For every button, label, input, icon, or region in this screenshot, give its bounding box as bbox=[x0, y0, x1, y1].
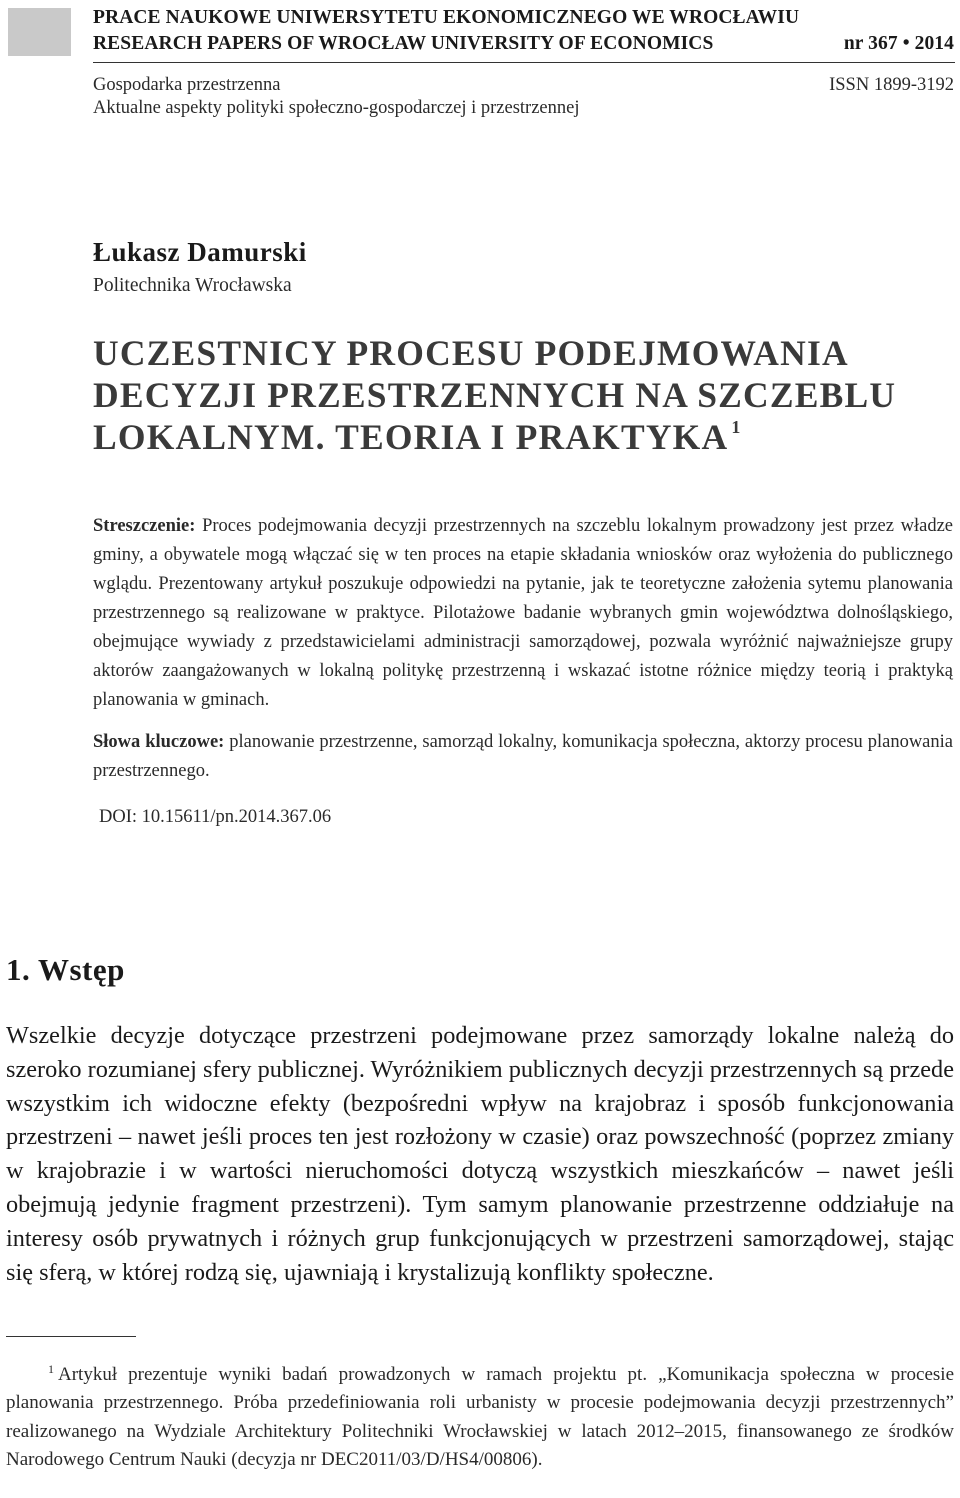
author-name: Łukasz Damurski bbox=[93, 237, 307, 267]
volume-title: Aktualne aspekty polityki społeczno-gospodarczej i przestrzennej bbox=[93, 98, 580, 118]
keywords-label: Słowa kluczowe: bbox=[93, 732, 225, 752]
author-block bbox=[93, 237, 307, 297]
keywords-text: planowanie przestrzenne, samorząd lokalny, komunikacja społeczna, aktorzy procesu planowania przestrzennego. bbox=[93, 732, 953, 781]
article-title bbox=[93, 333, 953, 459]
header-divider bbox=[93, 62, 955, 63]
abstract-text: Proces podejmowania decyzji przestrzennych na szczeblu lokalnym prowadzony jest przez władze gminy, a obywatele mogą włączać się w ten proces na etapie składania wniosków oraz wyłożenia do publicznego wglądu. Prezentowany artykuł poszukuje odpowiedzi na pytanie, jak te teoretyczne założenia sytemu planowania przestrzennego są realizowane w praktyce. Pilotażowe badanie wybranych gmin województwa dolnośląskiego, obejmujące wywiady z przedstawicielami administracji samorządowej, pozwala wyróżnić najważniejsze grupy aktorów zaangażowanych w lokalną politykę przestrzenną i wskazać istotne różnice między teorią i praktyką planowania w gminach. bbox=[93, 516, 954, 710]
header-decoration-block bbox=[8, 8, 71, 56]
abstract-label: Streszczenie: bbox=[93, 516, 196, 536]
title-footnote-mark: 1 bbox=[731, 416, 741, 437]
body-paragraph: Wszelkie decyzje dotyczące przestrzeni podejmowane przez samorządy lokalne należą do szeroko rozumianej sfery publicznej. Wyróżnikiem publicznych decyzji przestrzennych są przede wszystkim ich widoczne efekty (bezpośredni wpływ na krajobraz i sposób funkcjonowania przestrzeni – nawet jeśli proces ten jest rozłożony w czasie) oraz powszechność (poprzez zmiany w krajobrazie i w wartości nieruchomości dotyczą wszystkich mieszkańców – nawet jeśli obejmują jedynie fragment przestrzeni). Tym samym planowanie przestrzenne oddziałuje na interesy osób prywatnych i różnych grup funkcjonujących w przestrzeni samorządowej, stając się sferą, w której rodzą się, ujawniają i krystalizują konflikty społeczne. bbox=[6, 1022, 954, 1286]
series-name: Gospodarka przestrzenna bbox=[93, 75, 281, 95]
footnote-mark: 1 bbox=[48, 1362, 54, 1376]
journal-name-polish-text: PRACE NAUKOWE UNIWERSYTETU EKONOMICZNEGO WE WROCŁAWIU bbox=[93, 7, 800, 28]
article-title-text: UCZESTNICY PROCESU PODEJMOWANIA DECYZJI PRZESTRZENNYCH NA SZCZEBLU LOKALNYM. TEORIA I PRAKTYKA bbox=[93, 333, 897, 457]
journal-name-english bbox=[93, 33, 954, 55]
footnote bbox=[6, 1355, 954, 1474]
issn: ISSN 1899-3192 bbox=[829, 75, 954, 95]
footnote-divider bbox=[6, 1336, 136, 1337]
author-affiliation: Politechnika Wrocławska bbox=[93, 275, 292, 296]
volume-row bbox=[93, 98, 954, 119]
doi: DOI: 10.15611/pn.2014.367.06 bbox=[99, 807, 332, 827]
issue-number: nr 367 • 2014 bbox=[843, 33, 954, 54]
journal-name-english-text: RESEARCH PAPERS OF WROCŁAW UNIVERSITY OF ECONOMICS bbox=[93, 33, 714, 54]
series-row bbox=[93, 75, 954, 96]
abstract-block bbox=[93, 512, 953, 832]
keywords bbox=[93, 728, 953, 786]
footnote-text: Artykuł prezentuje wyniki badań prowadzonych w ramach projektu pt. „Komunikacja społeczna w procesie planowania przestrzennego. Próba przedefiniowania roli urbanisty w procesie podejmowania decyzji przestrzennych” realizowanego na Wydziale Architektury Politechniki Wrocławskiej w latach 2012–2015, finansowanego ze środków Narodowego Centrum Nauki (decyzja nr DEC2011/03/D/HS4/00806). bbox=[6, 1364, 954, 1470]
abstract bbox=[93, 512, 953, 715]
section-heading: 1. Wstęp bbox=[6, 952, 125, 987]
journal-name-polish bbox=[93, 7, 954, 29]
